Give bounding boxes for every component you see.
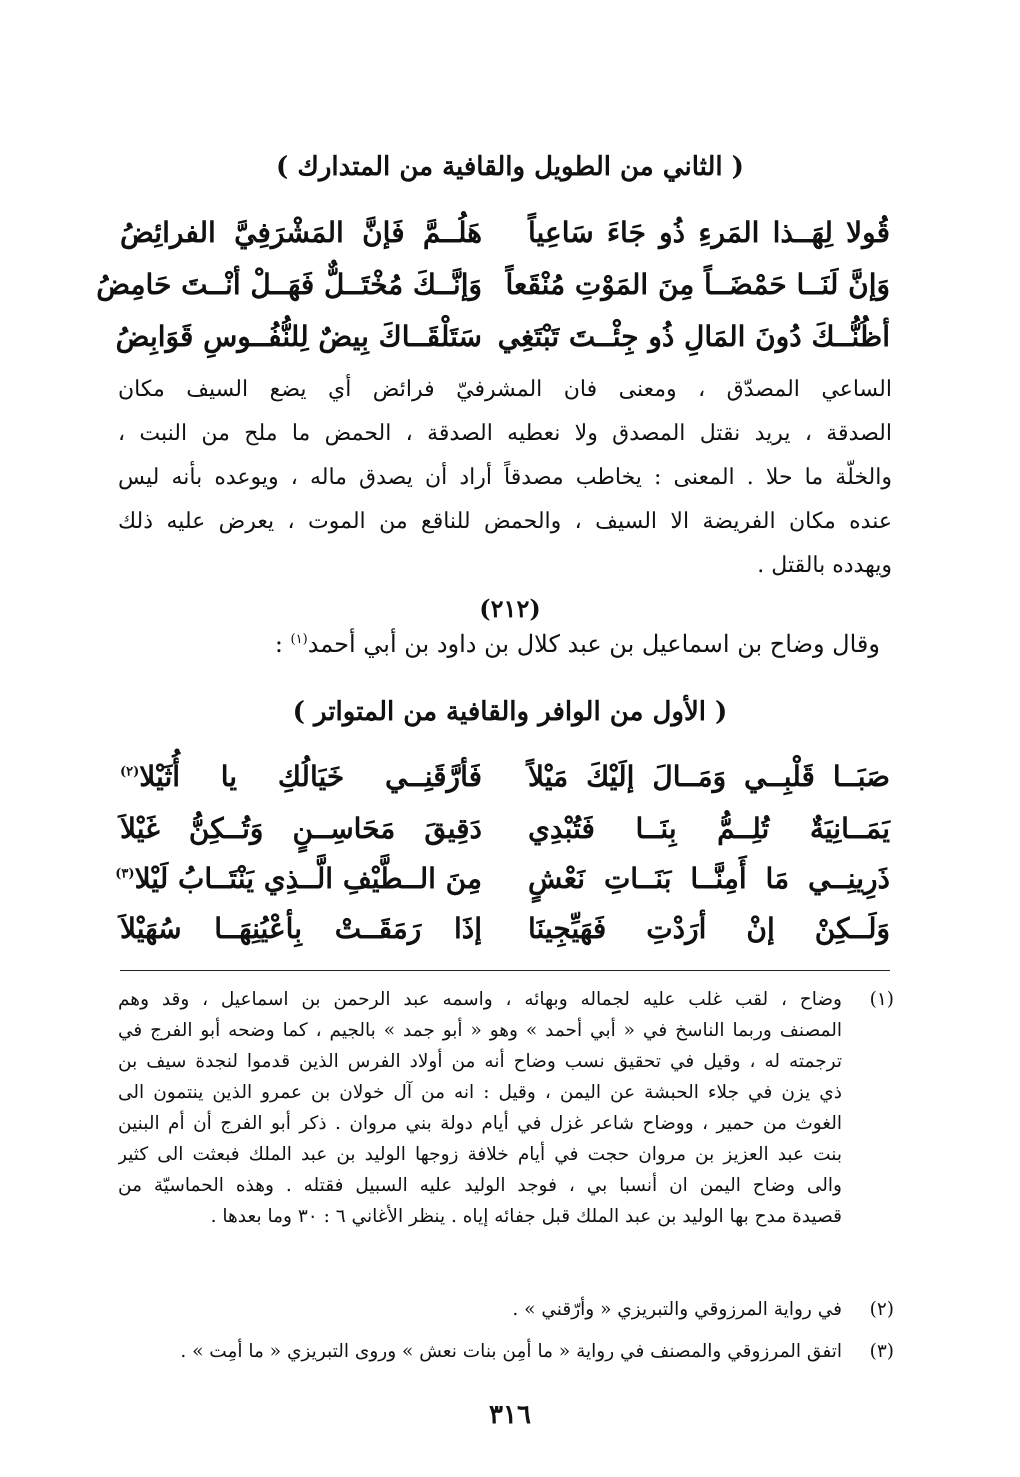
verse-second-hemistich: إذَا رَمَقَــتْ بِأعْيُنِهَــا سُهَيْلاَ [120,912,482,945]
verse-first-hemistich: يَمَــانِيَةٌ تُلِــمُّ بِنَــا فَتُبْدِي [528,812,890,845]
commentary-line: الساعي المصدّق ، ومعنى فان المشرفيّ فرائض أي يضع السيف مكان [118,377,892,402]
footnote-mark: (٢) [120,764,140,780]
verse-first-hemistich: ذَرِينِــي مَا أَمِنَّــا بَنَــاتِ نَعْشٍ [528,862,890,895]
footnote-mark: (١) [290,632,308,647]
footnote-line: اتفق المرزوقي والمصنف في رواية « ما أمِن بنات نعش » وروى التبريزي « ما أمِت » . [180,1341,842,1362]
footnote-line: المصنف وربما الناسخ في « أبي أحمد » وهو « أبو جمد » بالجيم ، كما وضحه أبو الفرج في [118,1020,842,1041]
footnote-line: في رواية المرزوقي والتبريزي « وأرّقني » . [512,1299,842,1320]
footnote-line: والى وضاح اليمن ان أنسبا بي ، فوجد الوليد عليه السبيل فقتله . وهذه الحماسيّة من [118,1175,842,1196]
verse-line [115,862,890,910]
footnote-line: قصيدة مدح بها الوليد بن عبد الملك قبل جفائه إياه . ينظر الأغاني ٦ : ٣٠ وما بعدها . [210,1206,842,1227]
footnote-divider [120,970,890,971]
intro-text: وقال وضاح بن اسماعيل بن عبد كلال بن داود بن أبي أحمد [307,630,880,658]
page-number: ٣١٦ [489,1400,531,1430]
verse-second-hemistich: هَلُــمَّ فَإنَّ المَشْرَفِيَّ الفرائِضُ [120,216,482,249]
verse-line [115,320,890,368]
footnote-line: الغوث من حمير ، ووضاح شاعر غزل في أيام دولة بني مروان . ذكر أبو الفرج أن أم البنين [118,1113,842,1134]
footnote-line: ذي يزن في جلاء الحبشة عن اليمن ، وقيل : انه من آل خولان بن عمرو الذين ينتمون الى [118,1082,842,1103]
footnote-number: (١) [869,989,894,1010]
footnote-1 [118,984,894,1232]
verse-first-hemistich: أظُنُّــكَ دُونَ المَالِ ذُو جِئْــتَ تَبْتَغِي [497,320,890,353]
verse-line [120,812,890,860]
verse-second-hemistich: وَإنَّــكَ مُخْتَــلٌّ فَهَــلْ أنْــتَ حَامِضُ [96,268,482,301]
poem-number: (٢١٢) [479,594,541,623]
footnote-3 [118,1336,894,1367]
verse-first-hemistich: وَلَــكِنْ إنْ أرَدْتِ فَهَيِّجِينَا [528,912,890,945]
footnote-2 [118,1294,894,1325]
footnote-number: (٣) [869,1341,894,1362]
verse-line [120,760,890,808]
meter-heading-1: ( الثاني من الطويل والقافية من المتدارك ) [276,152,744,182]
footnote-line: ترجمته له ، وقيل في تحقيق نسب وضاح أنه من أولاد الفرس الذين قدموا لنجدة سيف بن [118,1051,842,1072]
intro-suffix: : [274,630,291,658]
verse-second-hemistich: دَقِيقَ مَحَاسِــنٍ وَتُــكِنُّ غَيْلاَ [120,812,482,845]
footnote-mark: (٣) [115,866,135,882]
verse-line [96,268,890,316]
verse-line [120,216,890,264]
meter-heading-2: ( الأول من الوافر والقافية من المتواتر ) [292,697,728,727]
commentary-line: ويهدده بالقتل . [757,553,892,578]
commentary-line: الصدقة ، يريد نقتل المصدق ولا نعطيه الصدقة ، الحمض ما ملح من النبت ، [118,421,892,446]
verse-second-hemistich: فَأرَّقَنِــي خَيَالُكِ يا أُثَيْلا$^{(٢)}$ [120,760,482,793]
commentary [118,368,892,588]
commentary-line: عنده مكان الفريضة الا السيف ، والحمض للناقع من الموت ، يعرض عليه ذلك [118,509,892,534]
footnote-number: (٢) [869,1299,894,1320]
commentary-line: والخلّة ما حلا . المعنى : يخاطب مصدقاً أراد أن يصدق ماله ، ويوعده بأنه ليس [118,465,892,490]
footnote-line: وضاح ، لقب غلب عليه لجماله وبهائه ، واسمه عبد الرحمن بن اسماعيل ، وقد وهم [118,989,842,1010]
verse-second-hemistich: سَتَلْقَــاكَ بِيضٌ لِلنُّفُــوسِ قَوَابِضُ [115,320,482,353]
footnote-line: بنت عبد العزيز بن مروان حجت في أيام خلافة زوجها الوليد بن عبد الملك فبعثت الى كثير [118,1144,842,1165]
verse-first-hemistich: قُولا لِهَــذا المَرءِ ذُو جَاءَ سَاعِياً [528,216,890,249]
verse-second-hemistich: مِنَ الــطَّيْفِ الَّــذِي يَنْتَــابُ لَيْلا$^{(٣)}$ [115,862,482,895]
verse-first-hemistich: صَبَــا قَلْبِــي وَمَــالَ إلَيْكَ مَيْلاً [528,760,890,793]
verse-first-hemistich: وَإنَّ لَنَــا حَمْضَــاً مِنَ المَوْتِ مُنْقَعاً [505,268,890,301]
poem-intro [275,630,880,658]
verse-line [120,912,890,960]
